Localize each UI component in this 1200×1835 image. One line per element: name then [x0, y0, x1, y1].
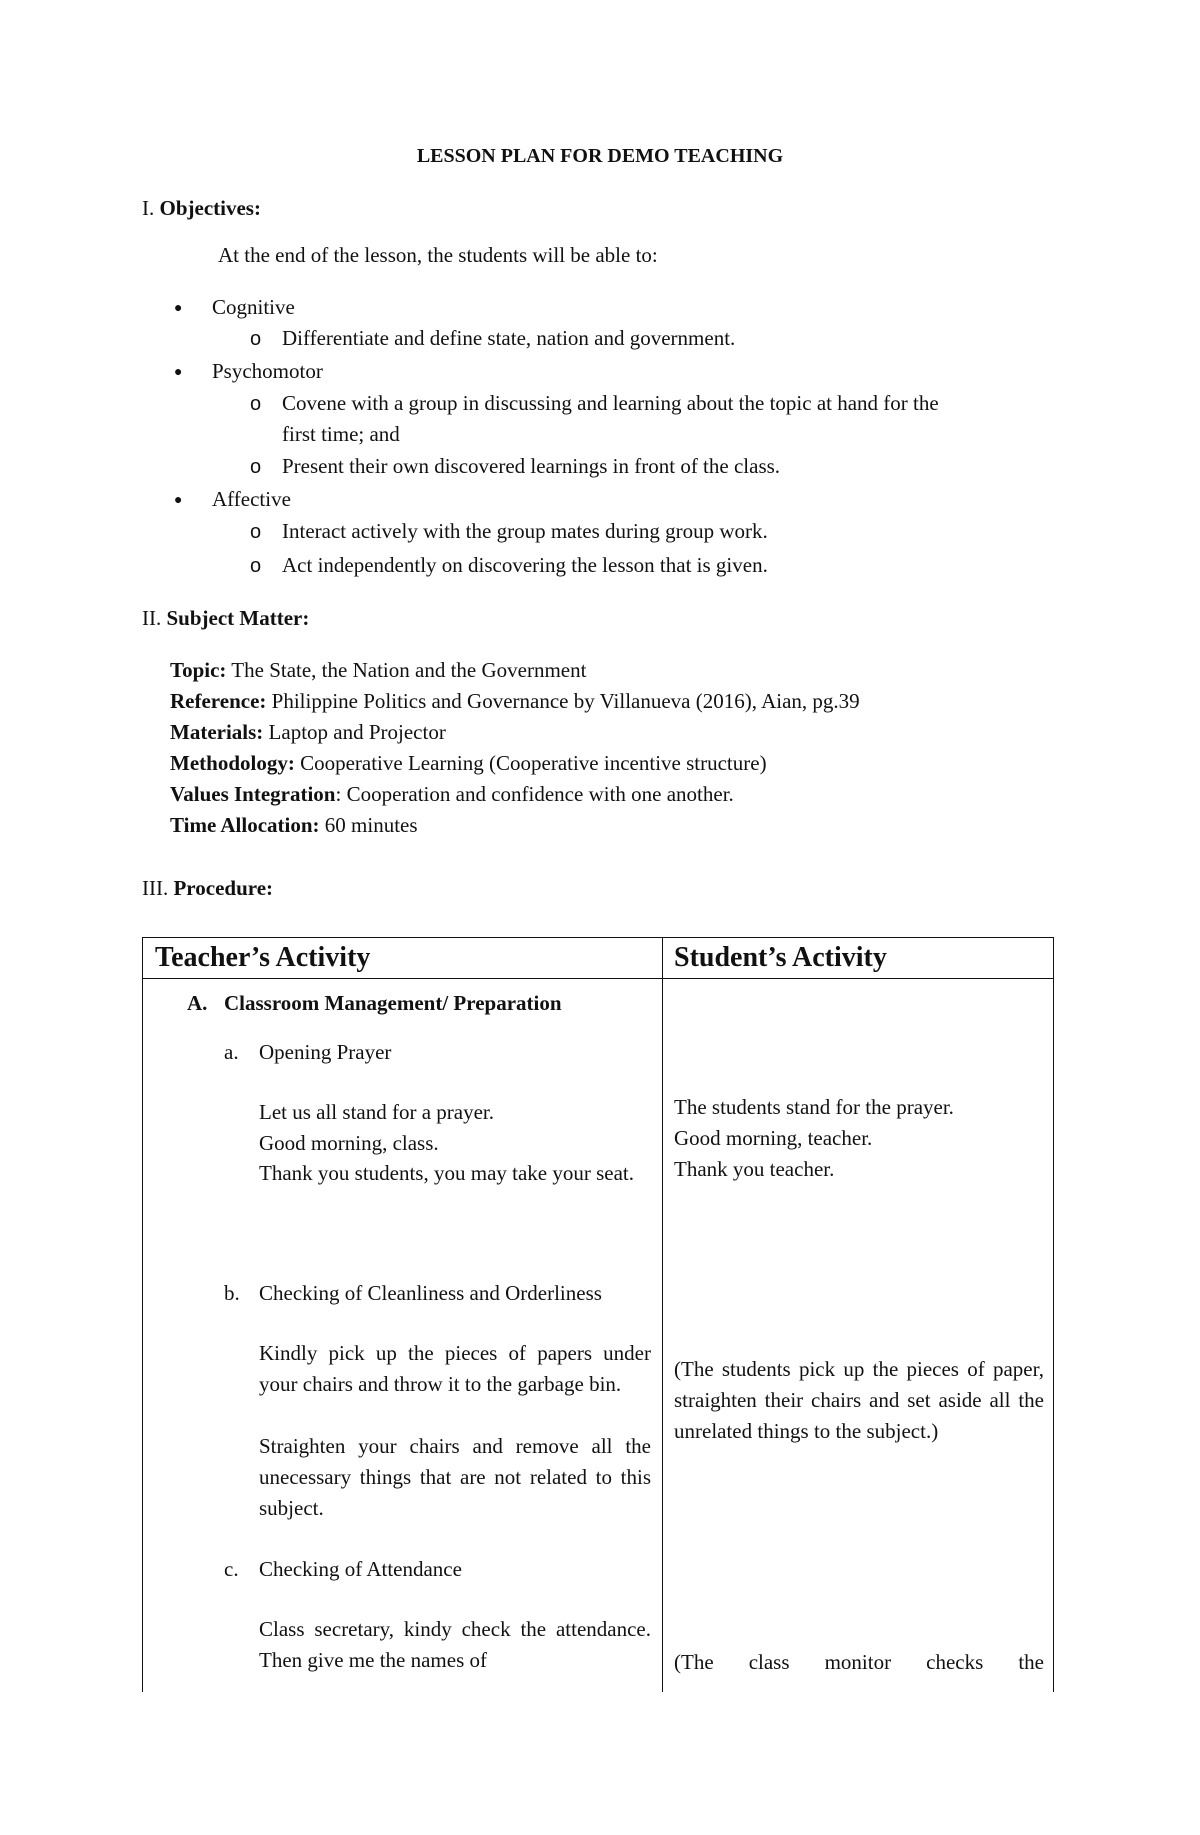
field-label: Time Allocation:	[170, 813, 320, 837]
teacher-line: Let us all stand for a prayer.	[259, 1100, 494, 1124]
objectives-heading	[142, 198, 261, 219]
section-numeral: I.	[142, 196, 155, 220]
section-numeral: II.	[142, 606, 162, 630]
procedure-heading	[142, 878, 273, 899]
subject-time-allocation	[170, 815, 418, 836]
sub-bullet-icon: o	[250, 521, 262, 543]
objective-item: Covene with a group in discussing and learning about the topic at hand for the	[282, 391, 939, 415]
objective-item: Act independently on discovering the lesson that is given.	[282, 553, 768, 577]
sub-bullet-icon: o	[250, 555, 262, 577]
student-line: Thank you teacher.	[674, 1157, 835, 1181]
field-label: Reference:	[170, 689, 267, 713]
bullet-icon: ●	[174, 301, 183, 316]
subject-matter-heading	[142, 608, 309, 629]
objectives-intro: At the end of the lesson, the students will be able to:	[218, 243, 658, 267]
step-title: Checking of Attendance	[259, 1557, 462, 1581]
header-divider	[143, 978, 1053, 979]
section-heading: Objectives:	[159, 196, 261, 220]
field-value: 60 minutes	[324, 813, 418, 837]
student-line: The students stand for the prayer.	[674, 1095, 954, 1119]
step-letter: b.	[224, 1281, 240, 1305]
field-value: Cooperative Learning (Cooperative incentive structure)	[300, 751, 767, 775]
subject-materials	[170, 722, 446, 743]
objective-item: Present their own discovered learnings in front of the class.	[282, 454, 781, 478]
objective-domain: Affective	[212, 487, 291, 511]
student-paragraph: (The students pick up the pieces of paper, straighten their chairs and set aside all the unrelated things to the subject.)	[674, 1357, 1044, 1443]
field-value: The State, the Nation and the Government	[231, 658, 587, 682]
teacher-paragraph: Kindly pick up the pieces of papers under your chairs and throw it to the garbage bin.	[259, 1341, 651, 1396]
page-title: LESSON PLAN FOR DEMO TEACHING	[416, 145, 784, 167]
sub-bullet-icon: o	[250, 328, 262, 350]
teacher-paragraph: Class secretary, kindy check the attendance. Then give me the names of	[259, 1617, 651, 1672]
field-value: : Cooperation and confidence with one another.	[335, 782, 734, 806]
objective-domain: Cognitive	[212, 295, 295, 319]
teacher-activity-header: Teacher’s Activity	[155, 942, 371, 973]
bullet-icon: ●	[174, 365, 183, 380]
procedure-table	[142, 937, 1054, 1692]
teacher-line: Good morning, class.	[259, 1131, 439, 1155]
field-label: Topic:	[170, 658, 227, 682]
objective-item: Differentiate and define state, nation and government.	[282, 326, 736, 350]
field-label: Methodology:	[170, 751, 295, 775]
sub-bullet-icon: o	[250, 393, 262, 415]
subject-reference	[170, 691, 860, 712]
field-label: Values Integration	[170, 782, 336, 806]
step-letter: a.	[224, 1040, 239, 1064]
teacher-paragraph: Straighten your chairs and remove all the unecessary things that are not related to this subject.	[259, 1434, 651, 1520]
section-heading: Subject Matter:	[166, 606, 310, 630]
field-label: Materials:	[170, 720, 264, 744]
section-numeral: III.	[142, 876, 169, 900]
step-title: Checking of Cleanliness and Orderliness	[259, 1281, 602, 1305]
field-value: Philippine Politics and Governance by Villanueva (2016), Aian, pg.39	[271, 689, 860, 713]
bullet-icon: ●	[174, 493, 183, 508]
step-title: Opening Prayer	[259, 1040, 392, 1064]
sub-bullet-icon: o	[250, 456, 262, 478]
student-activity-header: Student’s Activity	[674, 942, 887, 973]
step-letter: c.	[224, 1557, 239, 1581]
subject-topic	[170, 660, 586, 681]
section-a-letter: A.	[187, 991, 208, 1015]
column-divider	[662, 938, 663, 1692]
field-value: Laptop and Projector	[268, 720, 446, 744]
student-paragraph: (The class monitor checks the	[674, 1650, 1044, 1674]
objective-domain: Psychomotor	[212, 359, 323, 383]
subject-values-integration	[170, 784, 734, 805]
section-a-title: Classroom Management/ Preparation	[224, 991, 562, 1015]
objective-item: Interact actively with the group mates during group work.	[282, 519, 768, 543]
student-line: Good morning, teacher.	[674, 1126, 873, 1150]
objective-item-continued: first time; and	[282, 422, 400, 446]
subject-methodology	[170, 753, 767, 774]
teacher-paragraph: Thank you students, you may take your seat.	[259, 1161, 635, 1185]
section-heading: Procedure:	[173, 876, 274, 900]
